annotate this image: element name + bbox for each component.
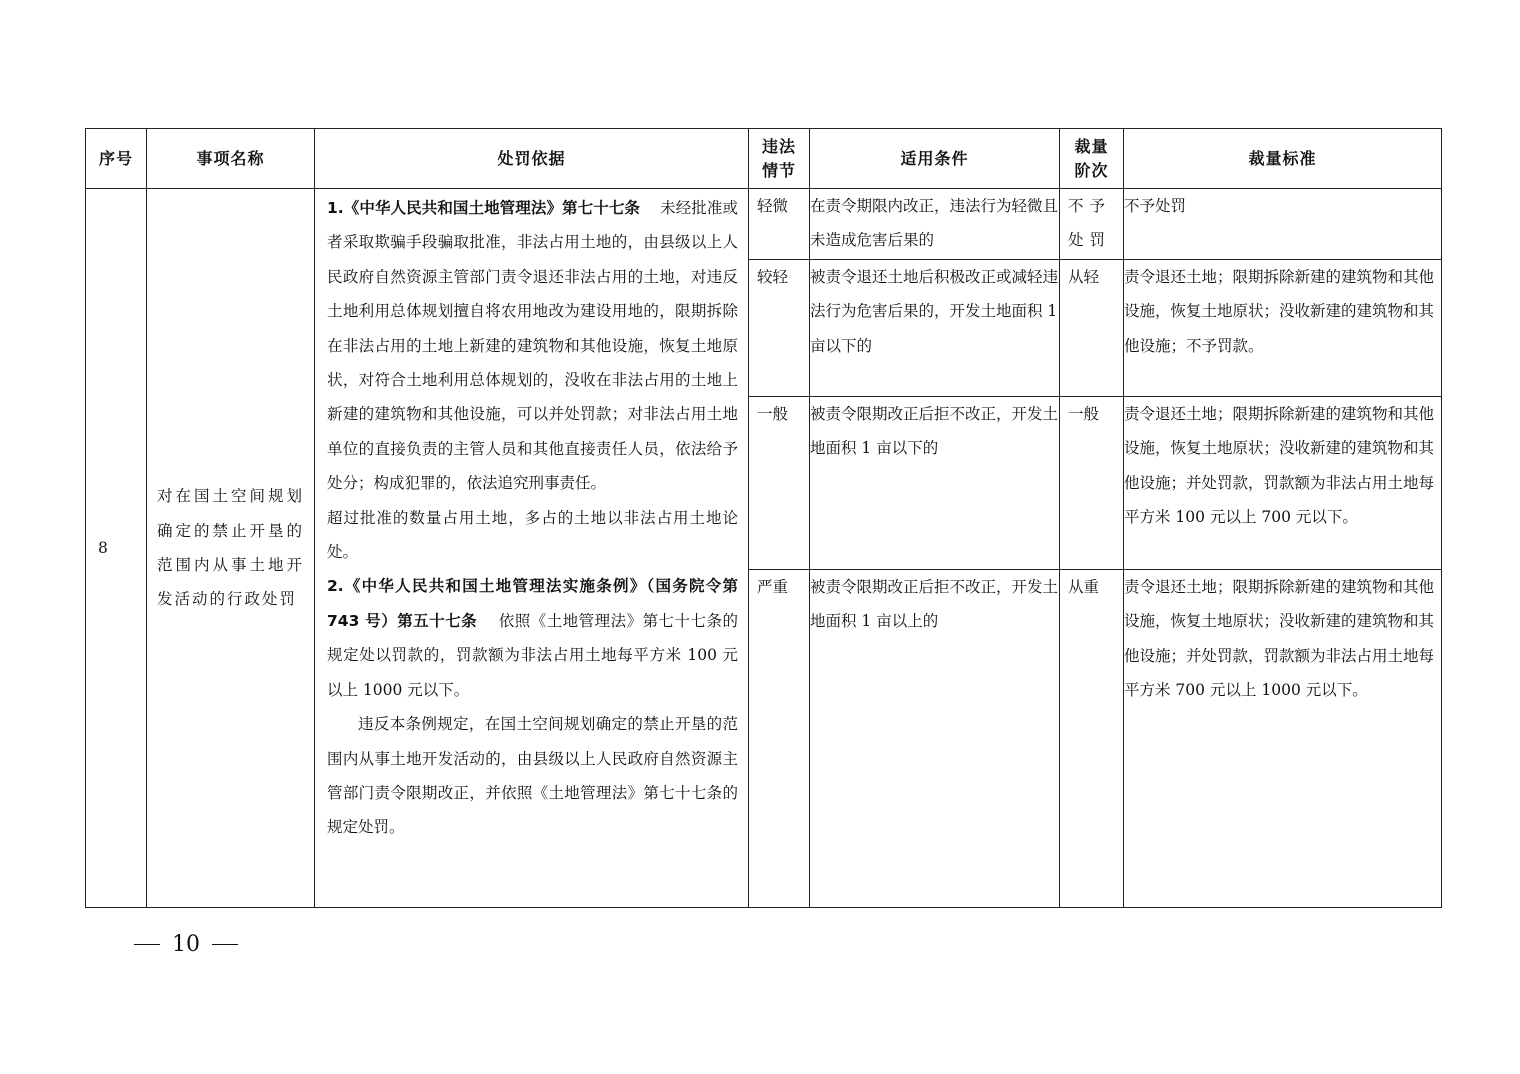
basis-paragraph-2: 超过批准的数量占用土地，多占的土地以非法占用土地论处。 [327, 508, 738, 562]
basis-paragraph-1 [327, 191, 738, 501]
standard-general: 责令退还土地；限期拆除新建的建筑物和其他设施，恢复土地原状；没收新建的建筑物和其他设施；并处罚款，罚款额为非法占用土地每平方米 100 元以上 700 元以下。 [1124, 397, 1442, 570]
basis-law-text-1: 未经批准或者采取欺骗手段骗取批准，非法占用土地的，由县级以上人民政府自然资源主管部门责令退还非法占用的土地，对违反土地利用总体规划擅自将农用地改为建设用地的，限期拆除在非法占用的土地上新建的建筑物和其他设施，恢复土地原状，对符合土地利用总体规划的，没收在非法占用的土地上新建的建筑物和其他设施，可以并处罚款；对非法占用土地单位的直接负责的主管人员和其他直接责任人员，依法给予处分；构成犯罪的，依法追究刑事责任。 [327, 199, 738, 493]
page-number: 10 [172, 931, 200, 957]
header-conditions: 适用条件 [810, 129, 1060, 189]
page-footer [122, 928, 250, 960]
header-violation: 违法 情节 [749, 129, 810, 189]
basis-paragraph-3 [327, 569, 738, 707]
violation-lighter: 较轻 [749, 260, 810, 397]
basis-law-text-2: 依照《土地管理法》第七十七条的规定处以罚款的，罚款额为非法占用土地每平方米 100 元以上 1000 元以下。 [327, 611, 738, 699]
footer-dash-right [212, 944, 238, 945]
standard-minor: 不予处罚 [1124, 189, 1442, 260]
standard-serious: 责令退还土地；限期拆除新建的建筑物和其他设施，恢复土地原状；没收新建的建筑物和其他设施；并处罚款，罚款额为非法占用土地每平方米 700 元以上 1000 元以下。 [1124, 570, 1442, 908]
penalty-discretion-table [85, 128, 1442, 908]
row-item-name: 对在国土空间规划确定的禁止开垦的范围内从事土地开发活动的行政处罚 [147, 189, 315, 908]
level-lighter: 从轻 [1060, 260, 1124, 397]
violation-general: 一般 [749, 397, 810, 570]
basis-law-title-2: 2.《中华人民共和国土地管理法实施条例》（国务院令第 743 号）第五十七条 [327, 577, 738, 630]
footer-dash-left [134, 944, 160, 945]
header-level: 裁量 阶次 [1060, 129, 1124, 189]
level-minor: 不予处罚 [1060, 189, 1124, 260]
conditions-minor: 在责令期限内改正，违法行为轻微且未造成危害后果的 [810, 189, 1060, 260]
standard-lighter: 责令退还土地；限期拆除新建的建筑物和其他设施，恢复土地原状；没收新建的建筑物和其他设施；不予罚款。 [1124, 260, 1442, 397]
row-seq: 8 [86, 189, 147, 908]
row-basis [315, 189, 749, 908]
violation-serious: 严重 [749, 570, 810, 908]
header-basis: 处罚依据 [315, 129, 749, 189]
violation-minor: 轻微 [749, 189, 810, 260]
conditions-serious: 被责令限期改正后拒不改正，开发土地面积 1 亩以上的 [810, 570, 1060, 908]
conditions-general: 被责令限期改正后拒不改正，开发土地面积 1 亩以下的 [810, 397, 1060, 570]
level-general: 一般 [1060, 397, 1124, 570]
basis-paragraph-4: 违反本条例规定，在国土空间规划确定的禁止开垦的范围内从事土地开发活动的，由县级以上人民政府自然资源主管部门责令限期改正，并依照《土地管理法》第七十七条的规定处罚。 [327, 715, 738, 837]
basis-law-title-1: 1.《中华人民共和国土地管理法》第七十七条 [327, 199, 641, 217]
conditions-lighter: 被责令退还土地后积极改正或减轻违法行为危害后果的，开发土地面积 1 亩以下的 [810, 260, 1060, 397]
header-item-name: 事项名称 [147, 129, 315, 189]
header-seq: 序号 [86, 129, 147, 189]
level-serious: 从重 [1060, 570, 1124, 908]
table-row-minor [86, 189, 1442, 260]
header-standard: 裁量标准 [1124, 129, 1442, 189]
table-header-row [86, 129, 1442, 189]
